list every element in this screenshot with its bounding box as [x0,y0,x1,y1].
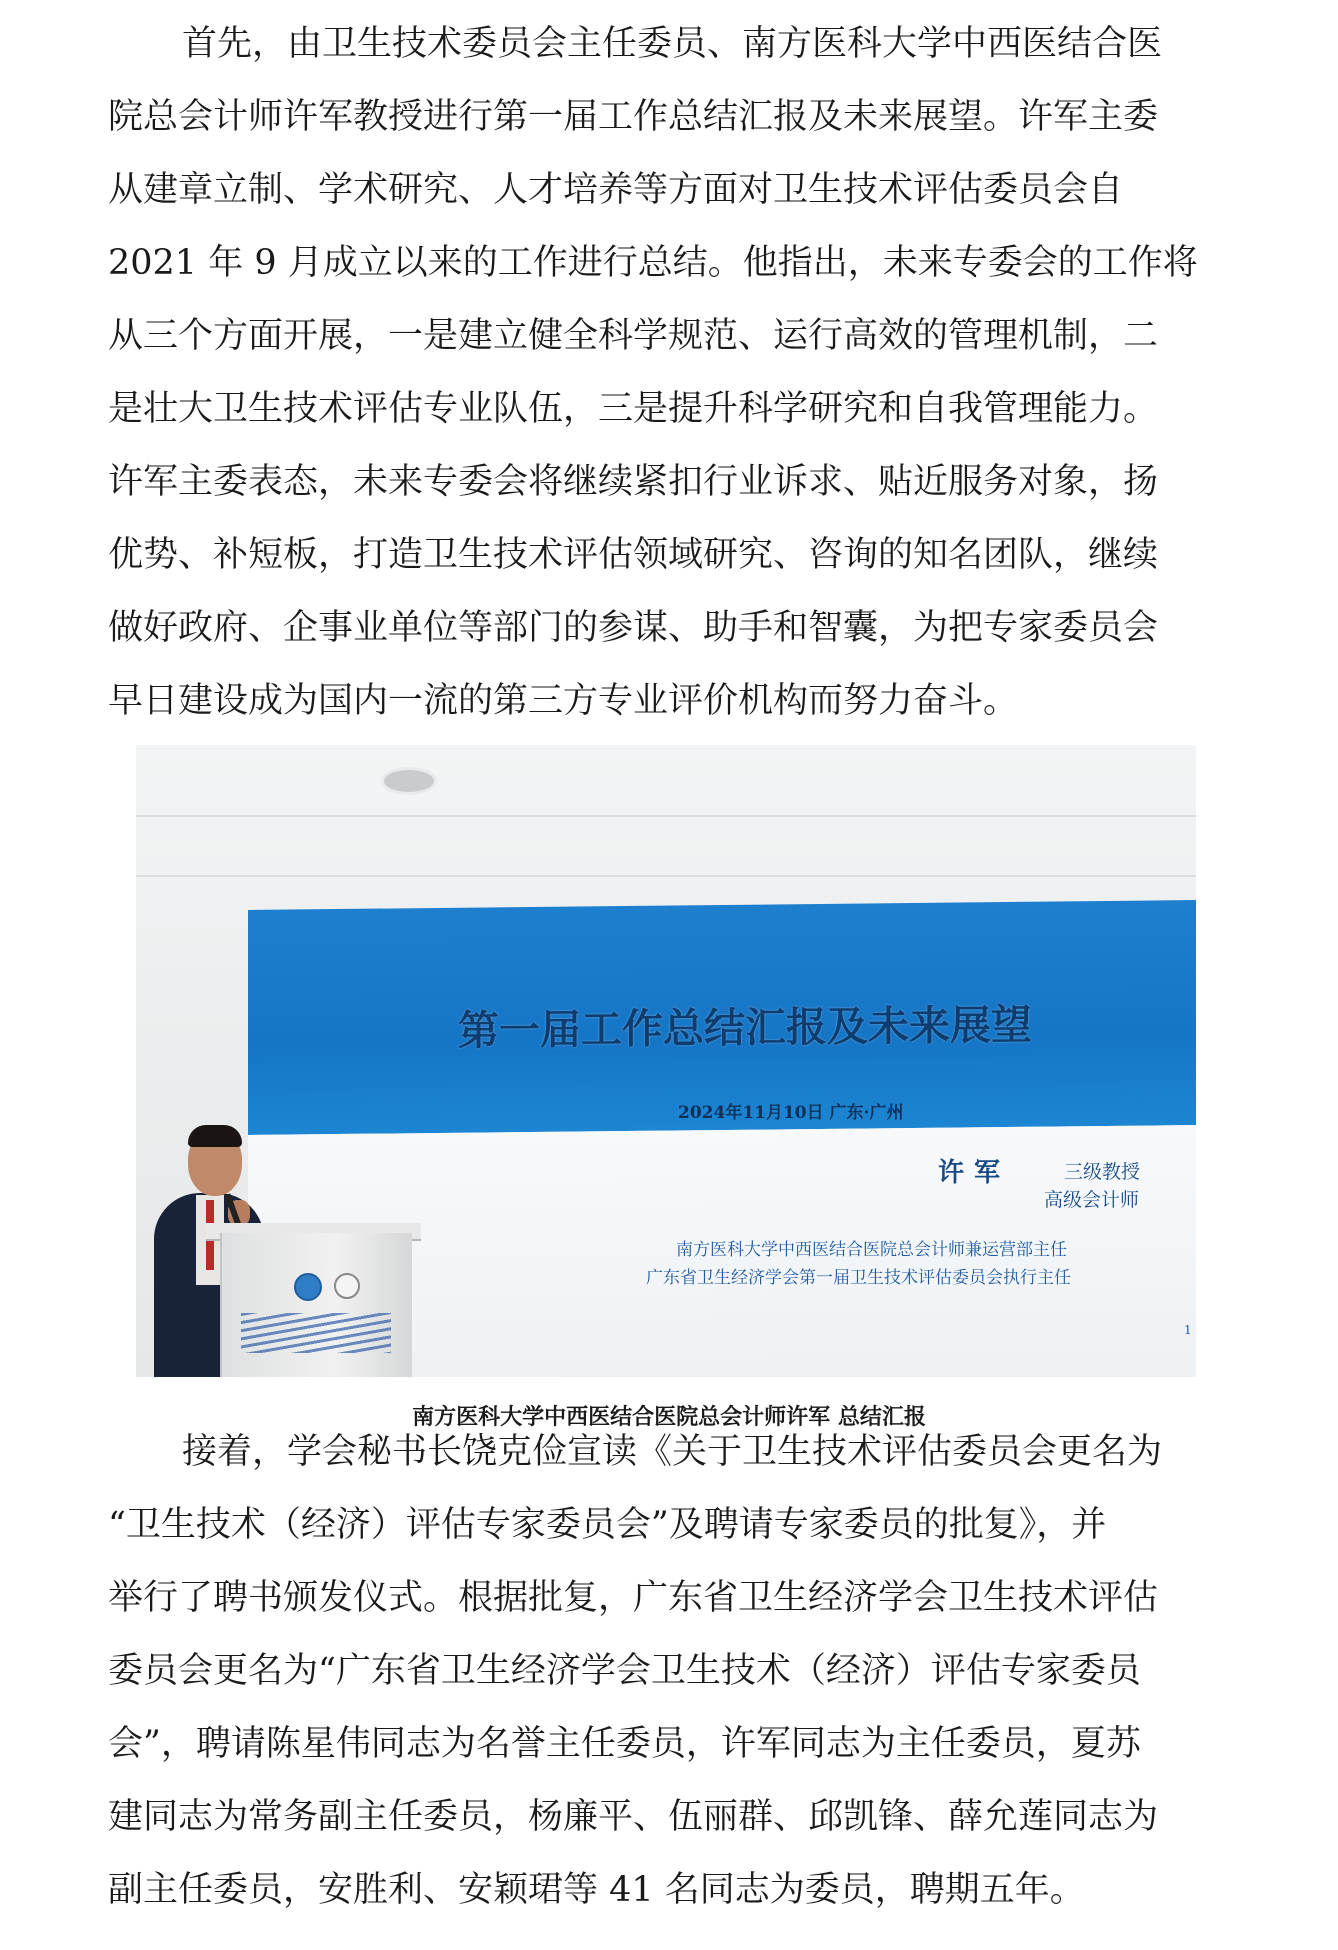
paragraph-1 [108,8,1228,738]
event-photo [136,745,1196,1377]
paragraph-line: 早日建设成为国内一流的第三方专业评价机构而努力奋斗。 [108,681,1019,721]
ceiling-line [136,815,1196,817]
speaker-hair [188,1125,242,1147]
podium-logo-icon [294,1273,322,1301]
paragraph-line: 首先，由卫生技术委员会主任委员、南方医科大学中西医结合医 [182,24,1163,64]
paragraph-line: 举行了聘书颁发仪式。根据批复，广东省卫生经济学会卫生技术评估 [108,1578,1159,1618]
paragraph-line: 委员会更名为“广东省卫生经济学会卫生技术（经济）评估专家委员 [108,1651,1141,1691]
paragraph-line: 许军主委表态，未来专委会将继续紧扣行业诉求、贴近服务对象，扬 [108,462,1159,502]
paragraph-line: “卫生技术（经济）评估专家委员会”及聘请专家委员的批复》，并 [108,1505,1107,1545]
paragraph-line: 接着，学会秘书长饶克俭宣读《关于卫生技术评估委员会更名为 [182,1432,1163,1472]
paragraph-line: 从建章立制、学术研究、人才培养等方面对卫生技术评估委员会自 [108,170,1124,210]
slide-speaker-name: 许军 [938,1158,1011,1188]
paragraph-line: 建同志为常务副主任委员，杨廉平、伍丽群、邱凯锋、薛允莲同志为 [108,1797,1159,1837]
slide-speaker-role: 高级会计师 [1044,1189,1140,1211]
paragraph-line: 从三个方面开展，一是建立健全科学规范、运行高效的管理机制，二 [108,316,1159,356]
paragraph-line: 副主任委员，安胜利、安颖珺等 41 名同志为委员，聘期五年。 [108,1870,1085,1910]
slide-speaker-role: 三级教授 [1064,1161,1141,1183]
podium [220,1233,412,1377]
photo-caption: 南方医科大学中西医结合医院总会计师许军 总结汇报 [412,1405,926,1430]
slide-date: 2024年11月10日 广东·广州 [678,1103,904,1123]
paragraph-line: 院总会计师许军教授进行第一届工作总结汇报及未来展望。许军主委 [108,97,1159,137]
slide-speaker-org: 广东省卫生经济学会第一届卫生技术评估委员会执行主任 [646,1268,1071,1288]
slide-speaker-org: 南方医科大学中西医结合医院总会计师兼运营部主任 [676,1240,1067,1260]
podium-logo-icon [334,1273,360,1299]
paragraph-line: 做好政府、企事业单位等部门的参谋、助手和智囊，为把专家委员会 [108,608,1159,648]
paragraph-line: 2021 年 9 月成立以来的工作进行总结。他指出，未来专委会的工作将 [108,243,1198,283]
paragraph-line: 是壮大卫生技术评估专业队伍，三是提升科学研究和自我管理能力。 [108,389,1159,429]
paragraph-line: 会”，聘请陈星伟同志为名誉主任委员，许军同志为主任委员，夏苏 [108,1724,1141,1764]
podium-banner-text [241,1313,391,1353]
ceiling-speaker [381,767,437,795]
slide-title: 第一届工作总结汇报及未来展望 [458,1000,1032,1055]
paragraph-2 [108,1416,1228,1927]
paragraph-line: 优势、补短板，打造卫生技术评估领域研究、咨询的知名团队，继续 [108,535,1159,575]
slide-page-number: 1 [1184,1323,1192,1337]
ceiling-line [136,875,1196,877]
